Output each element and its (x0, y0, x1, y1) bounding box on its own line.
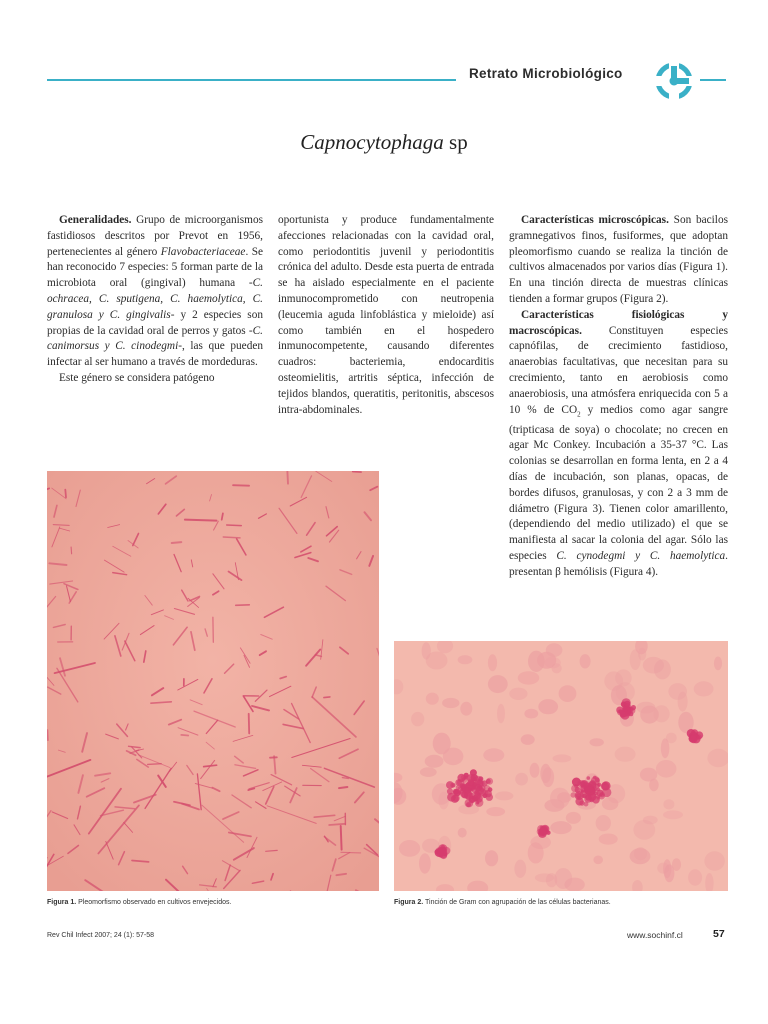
host-cell (422, 642, 431, 659)
bacterial-cluster-dot (479, 785, 485, 791)
host-cell (515, 773, 528, 786)
text-column-1 (47, 213, 263, 387)
figure-2-label: Figura 2. (394, 899, 424, 906)
figure-1-caption (47, 899, 231, 906)
host-cell (442, 698, 459, 708)
host-cell (657, 863, 669, 874)
bacterial-cluster-dot (467, 779, 474, 786)
host-cell (634, 847, 647, 860)
cross-circle-logo-icon (655, 62, 693, 100)
host-cell (704, 851, 724, 870)
journal-url[interactable]: www.sochinf.cl (627, 930, 683, 940)
figure-1-label: Figura 1. (47, 899, 77, 906)
host-cell (483, 748, 504, 762)
host-cell (460, 702, 472, 716)
bacterial-cluster-dot (468, 788, 471, 791)
host-cell (486, 807, 505, 816)
header-rule-left (47, 79, 456, 81)
bacterial-cluster-dot (597, 788, 601, 792)
host-cell (663, 810, 683, 819)
heading-generalidades: Generalidades. (59, 214, 132, 226)
host-cell (615, 747, 636, 762)
host-cell (580, 654, 591, 668)
text-column-2 (278, 213, 494, 418)
bacterial-cluster-dot (576, 793, 581, 798)
bacillus-rod (342, 778, 348, 779)
paragraph-patogeno: Este género se considera patógeno (59, 371, 215, 384)
host-cell (554, 868, 572, 889)
bacterial-cluster-dot (597, 783, 600, 786)
host-cell (485, 850, 498, 866)
bacterial-cluster-dot (575, 787, 581, 793)
bacillus-rod (236, 605, 250, 606)
figure-1-micrograph (47, 471, 379, 891)
bacterial-cluster-dot (466, 802, 471, 807)
paragraph-fisiologicas (509, 308, 728, 581)
page-number: 57 (713, 928, 725, 940)
bacillus-rod (181, 735, 188, 736)
section-title: Retrato Microbiológico (469, 66, 623, 81)
bacillus-rod (249, 714, 250, 734)
host-cell (615, 669, 632, 686)
host-cell (643, 657, 664, 674)
host-cell (488, 675, 508, 693)
host-cell (518, 671, 540, 684)
caption-text: Pleomorfismo observado en cultivos envejecidos. (76, 899, 232, 906)
bacillus-rod (222, 513, 223, 519)
bacterial-cluster-dot (454, 789, 461, 796)
host-cell (399, 840, 420, 857)
journal-citation: Rev Chil Infect 2007; 24 (1): 57-58 (47, 932, 155, 939)
host-cell (528, 842, 544, 863)
host-cell (514, 860, 526, 878)
host-cell (694, 681, 714, 696)
host-cell (530, 763, 540, 778)
host-cell (559, 685, 577, 702)
bacterial-cluster-dot (439, 847, 442, 850)
host-cell (656, 760, 677, 778)
title-suffix: sp (449, 130, 468, 154)
host-cell (649, 779, 659, 792)
text-span: Grupo de microorganismos fastidiosos descritos por Prevot en 1956, pertenecientes al género (47, 214, 263, 258)
subscript: 2 (577, 409, 581, 418)
species-list-animal: C. canimorsus y C. cinodegmi (47, 324, 263, 353)
host-cell (411, 712, 424, 726)
bacillus-rod (353, 472, 361, 473)
host-cell (524, 709, 538, 719)
bacterial-cluster-dot (446, 781, 454, 789)
text-span: . Se han reconocido 7 especies: 5 forman parte de la microbiota oral (gingival) humana - (47, 245, 263, 290)
host-cell (443, 748, 464, 766)
paragraph-oportunista: oportunista y produce fundamentalmente afecciones relacionadas con la cavidad oral, como periodontitis juvenil y periodontitis crónica del adulto. Desde esta puerta de entrada se ha aislado especialmente en el paciente inmunocomprometido con neutropenia (leucemia aguda linfoblástica y mieloide) así como también en el hospedero inmunocompetente, causando diferentes cuadros: bacteriemia, endocarditis osteomielitis, artritis séptica, infección de tejidos blandos, queratitis, peritonitis, abscesos intra-abdominales. (278, 214, 494, 416)
host-cell (553, 754, 572, 762)
host-cell (509, 688, 527, 700)
paragraph-microscopicas (509, 213, 728, 308)
host-cell (540, 764, 551, 783)
species-hemolytic: C. cynodegmi y C. haemolytica (556, 549, 726, 562)
bacillus-rod (148, 764, 162, 765)
bacillus-rod (339, 787, 347, 788)
bacterial-cluster-dot (631, 705, 636, 710)
host-cell (439, 792, 449, 810)
host-cell (599, 834, 618, 845)
host-cell (666, 733, 677, 744)
bacterial-cluster-dot (620, 711, 626, 717)
bacterial-cluster-dot (587, 776, 591, 780)
bacterial-cluster-dot (585, 786, 594, 795)
host-cell (663, 799, 674, 809)
host-cell (643, 816, 658, 825)
bacterial-cluster-dot (624, 707, 629, 712)
bacterial-cluster-dot (447, 788, 453, 794)
bacterial-cluster-dot (486, 779, 491, 784)
figure-2-image (394, 641, 728, 891)
figure-1-image (47, 471, 379, 891)
host-cell (714, 657, 722, 671)
bacillus-rod (233, 485, 249, 486)
host-cell (488, 654, 497, 671)
bacillus-rod (172, 542, 182, 543)
host-cell (596, 815, 611, 831)
host-cell (593, 856, 603, 865)
text-span: . presentan β hemólisis (Figura 4). (509, 549, 728, 578)
host-cell (550, 821, 571, 834)
bacillus-rod (341, 852, 361, 853)
host-cell (521, 734, 535, 745)
host-cell (425, 755, 444, 768)
host-cell (458, 655, 473, 664)
bacterial-cluster-dot (584, 795, 592, 803)
bacillus-rod (223, 537, 240, 538)
bacterial-cluster-dot (604, 782, 607, 785)
title-genus: Capnocytophaga (300, 130, 444, 154)
text-column-3 (509, 213, 728, 581)
text-span: -, las que pueden infectar al ser humano a través de mordeduras. (47, 340, 264, 369)
bacillus-rod (324, 697, 330, 698)
article-title (0, 130, 768, 155)
host-cell (640, 706, 659, 724)
host-cell (566, 812, 581, 824)
bacterial-cluster-dot (691, 734, 697, 740)
bacillus-rod (341, 826, 342, 850)
heading-microscopicas: Características microscópicas. (521, 214, 669, 226)
text-span: Son bacilos gramnegativos finos, fusiformes, que adoptan pleomorfismo cuando se realiza la tinción de cultivos almacenados por varios días (Figura 1). En una tinción directa de muestras clínicas tienden a formar grupos (Figura 2). (509, 214, 728, 305)
family-name: Flavobacteriaceae (160, 245, 246, 258)
bacillus-rod (227, 525, 242, 526)
host-cell (590, 738, 604, 746)
text-span: y medios como agar sangre (tripticasa de soya) o chocolate; no crecen en agar Mc Conkey. Incubación a 35-37 °C. Las colonias se desarrollan en forma lenta, en 2 a 4 días de incubación, son planas, opacas, de bordes difusos, granulosas, y con 2 a 3 mm de diámetro (Figura 3). Tienen color amarillento, (dependiendo del medio utilizado) el que se manifiesta al sacar la colonia del agar. Sólo las especies (509, 403, 728, 562)
bacillus-rod (329, 824, 345, 825)
bacterial-cluster-dot (462, 777, 468, 783)
host-cell (528, 651, 545, 672)
host-cell (545, 657, 561, 668)
host-cell (497, 704, 505, 723)
bacterial-cluster-dot (460, 783, 465, 788)
bacillus-rod (65, 490, 66, 498)
heading-fisiologicas: Características fisiológicas y macroscópicas. (509, 308, 728, 337)
bacterial-cluster-dot (478, 776, 483, 781)
host-cell (668, 683, 687, 700)
bacterial-cluster-dot (538, 829, 547, 838)
host-cell (420, 767, 437, 777)
figure-2-caption (394, 899, 611, 906)
caption-text: Tinción de Gram con agrupación de las células bacterianas. (423, 899, 611, 906)
bacillus-rod (53, 525, 69, 526)
bacterial-cluster-dot (546, 831, 550, 835)
host-cell (495, 791, 513, 800)
host-cell (458, 828, 467, 838)
bacillus-rod (185, 520, 217, 521)
host-cell (557, 792, 571, 802)
host-cell (688, 869, 702, 885)
host-cell (535, 873, 554, 882)
bacterial-cluster-dot (593, 776, 597, 780)
text-span: - y 2 especies son propias de la cavidad oral de perros y gatos - (47, 308, 264, 337)
host-cell (426, 693, 439, 705)
bacillus-rod (71, 547, 72, 554)
host-cell (538, 699, 558, 714)
paragraph-generalidades (47, 213, 263, 371)
figure-2-micrograph (394, 641, 728, 891)
bacterial-cluster-dot (474, 792, 481, 799)
text-span: Constituyen especies capnófilas, de crecimiento fastidioso, anaerobias facultativas, que necesitan para su crecimiento, tanto en aerobiosis como anaerobiosis, una atmósfera enriquecida con 5 a 10 % de CO (509, 324, 728, 416)
header-rule-right (700, 79, 726, 81)
host-cell (419, 853, 431, 873)
species-list-human: C. ochracea, C. sputigena, C. haemolytica, C. granulosa y C. gingivalis (47, 277, 263, 321)
bacillus-rod (287, 472, 288, 484)
